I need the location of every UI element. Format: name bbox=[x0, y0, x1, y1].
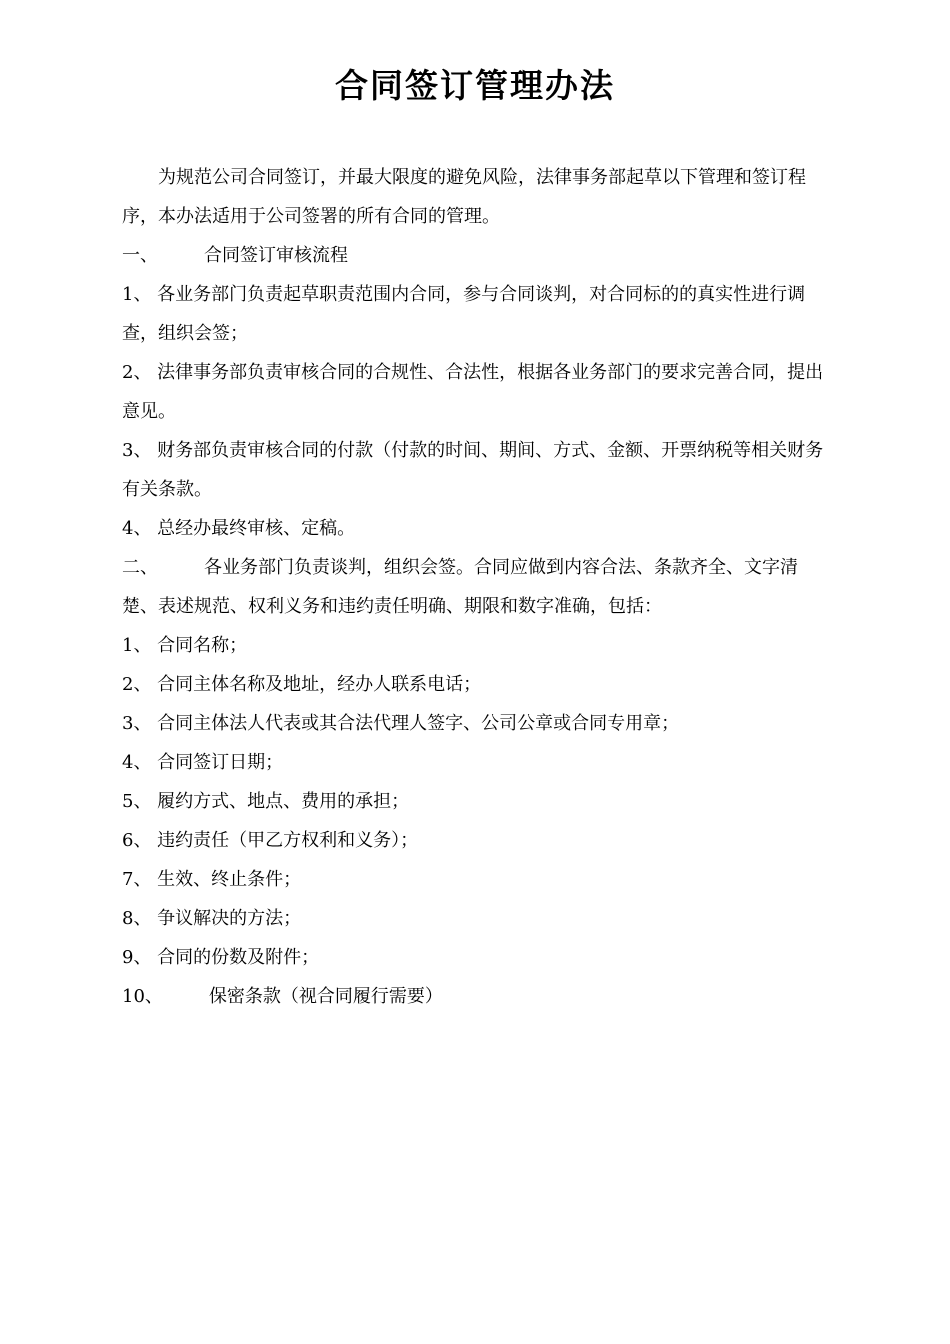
item-number: 10、 bbox=[122, 986, 163, 1007]
list-item: 2、 合同主体名称及地址，经办人联系电话； bbox=[122, 674, 482, 695]
item-text: 保密条款（视合同履行需要） bbox=[208, 986, 443, 1007]
document-body bbox=[122, 158, 834, 1016]
list-item: 3、 合同主体法人代表或其合法代理人签字、公司公章或合同专用章； bbox=[122, 713, 680, 734]
list-item: 4、 总经办最终审核、定稿。 bbox=[122, 518, 356, 539]
section-heading-2 bbox=[122, 548, 834, 626]
section-heading-text: 各业务部门负责谈判，组织会签。合同应做到内容合法、条款齐全、文字清 楚、表述规范、权利义务和违约责任明确、期限和数字准确，包括： bbox=[122, 557, 798, 617]
list-item: 6、 违约责任（甲乙方权利和义务）； bbox=[122, 830, 419, 851]
section-heading-1 bbox=[122, 236, 834, 275]
list-item-10 bbox=[122, 977, 834, 1016]
list-item: 3、 财务部负责审核合同的付款（付款的时间、期间、方式、金额、开票纳税等相关财务有关条款。 bbox=[122, 440, 824, 500]
list-item: 1、 各业务部门负责起草职责范围内合同，参与合同谈判，对合同标的的真实性进行调查，组织会签； bbox=[122, 284, 806, 344]
list-item: 5、 履约方式、地点、费用的承担； bbox=[122, 791, 410, 812]
list-item: 2、 法律事务部负责审核合同的合规性、合法性，根据各业务部门的要求完善合同，提出意见。 bbox=[122, 362, 824, 422]
document-title: 合同签订管理办法 bbox=[335, 66, 615, 105]
section-number: 二、 bbox=[122, 557, 158, 578]
section-heading-text: 合同签订审核流程 bbox=[204, 245, 348, 266]
section-number: 一、 bbox=[122, 245, 158, 266]
intro-paragraph: 为规范公司合同签订，并最大限度的避免风险，法律事务部起草以下管理和签订程序，本办法适用于公司签署的所有合同的管理。 bbox=[122, 167, 806, 227]
list-item: 7、 生效、终止条件； bbox=[122, 869, 302, 890]
list-item: 1、 合同名称； bbox=[122, 635, 248, 656]
list-item: 9、 合同的份数及附件； bbox=[122, 947, 320, 968]
list-item: 4、 合同签订日期； bbox=[122, 752, 284, 773]
list-item: 8、 争议解决的方法； bbox=[122, 908, 302, 929]
